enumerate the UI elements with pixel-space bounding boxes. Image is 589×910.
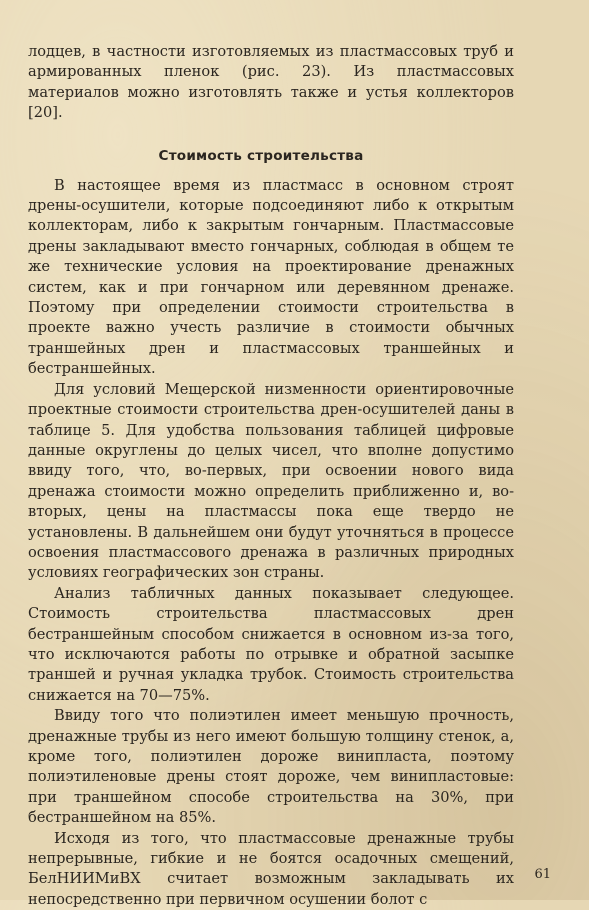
paragraph-2: Для условий Мещерской низменности ориентировочные проектные стоимости строительства дрен-осушителей даны в таблице 5. Для удобства пользования таблицей цифровые данные округлены до целых чисел, что вполне допустимо ввиду того, что, во-первых, при освоении нового вида дренажа стоимости можно определить приближенно и, во-вторых, цены на пластмассы пока еще твердо не установлены. В дальнейшем они будут уточняться в процессе освоения пластмассового дренажа в различных природных условиях географических зон страны. bbox=[28, 380, 514, 582]
paragraph-3: Анализ табличных данных показывает следующее. Стоимость строительства пластмассовых дрен бестраншейным способом снижается в основном из-за того, что исключаются работы по отрывке и обратной засыпке траншей и ручная укладка трубок. Стоимость строительства снижается на 70—75%. bbox=[28, 584, 514, 704]
page-number: 61 bbox=[534, 867, 551, 882]
paragraph-4: Ввиду того что полиэтилен имеет меньшую прочность, дренажные трубы из него имеют большую толщину стенок, а, кроме того, полиэтилен дороже винипласта, поэтому полиэтиленовые дрены стоят дороже, чем винипластовые: при траншейном способе строительства на 30%, при бестраншейном на 85%. bbox=[28, 707, 514, 827]
paragraph-1: В настоящее время из пластмасс в основном строят дрены-осушители, которые подсоединяют либо к открытым коллекторам, либо к закрытым гончарным. Пластмассовые дрены закладывают вместо гончарных, соблюдая в общем те же технические условия на проектирование дренажных систем, как и при гончарном или деревянном дренаже. Поэтому при определении стоимости строительства в проекте важно учесть различие в стоимости обычных траншейных дрен и пластмассовых траншейных и бестраншейных. bbox=[28, 176, 514, 378]
page-content bbox=[28, 42, 514, 908]
intro-paragraph: лодцев, в частности изготовляемых из пластмассовых труб и армированных пленок (рис. 23). Из пластмассовых материалов можно изготовлять также и устья коллекторов [20]. bbox=[28, 43, 514, 122]
paragraph-5: Исходя из того, что пластмассовые дренажные трубы непрерывные, гибкие и не боятся осадочных смещений, БелНИИМиВХ считает возможным закладывать их непосредственно при первичном осушении болот с bbox=[28, 829, 514, 908]
section-heading: Стоимость строительства bbox=[158, 147, 364, 164]
